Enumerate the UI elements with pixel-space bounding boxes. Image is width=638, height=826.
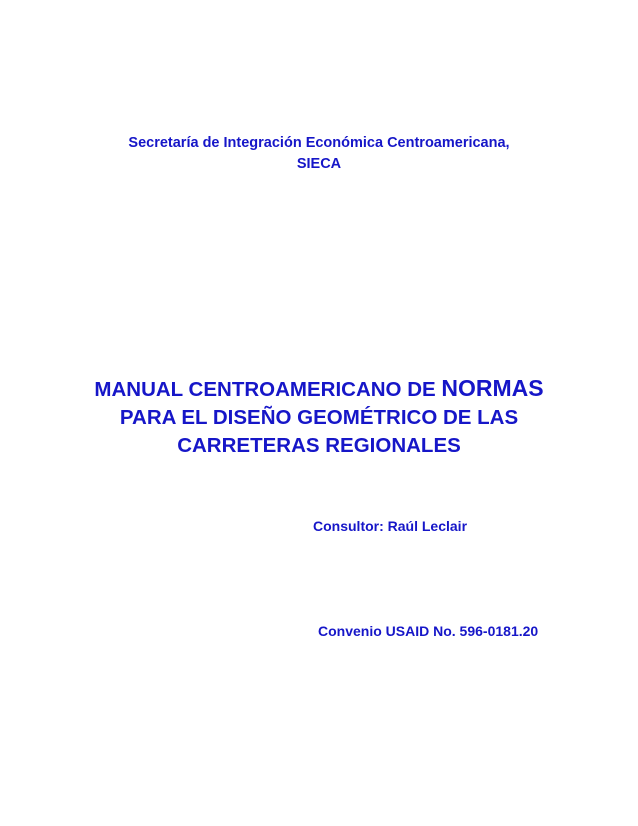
- title-line-2: PARA EL DISEÑO GEOMÉTRICO DE LAS: [119, 406, 519, 429]
- document-title: [60, 374, 578, 460]
- consultant-credit: Consultor: Raúl Leclair: [313, 518, 468, 534]
- agreement-number: Convenio USAID No. 596-0181.20: [318, 623, 539, 639]
- organization-name: Secretaría de Integración Económica Centroamericana,: [128, 135, 510, 151]
- title-line-1-emphasis: NORMAS: [441, 375, 544, 401]
- title-line-1-prefix: MANUAL CENTROAMERICANO DE: [94, 378, 442, 401]
- title-line-1: [60, 374, 578, 404]
- organization-heading: [80, 133, 558, 175]
- title-line-3: CARRETERAS REGIONALES: [177, 434, 461, 457]
- organization-acronym: SIECA: [296, 156, 342, 172]
